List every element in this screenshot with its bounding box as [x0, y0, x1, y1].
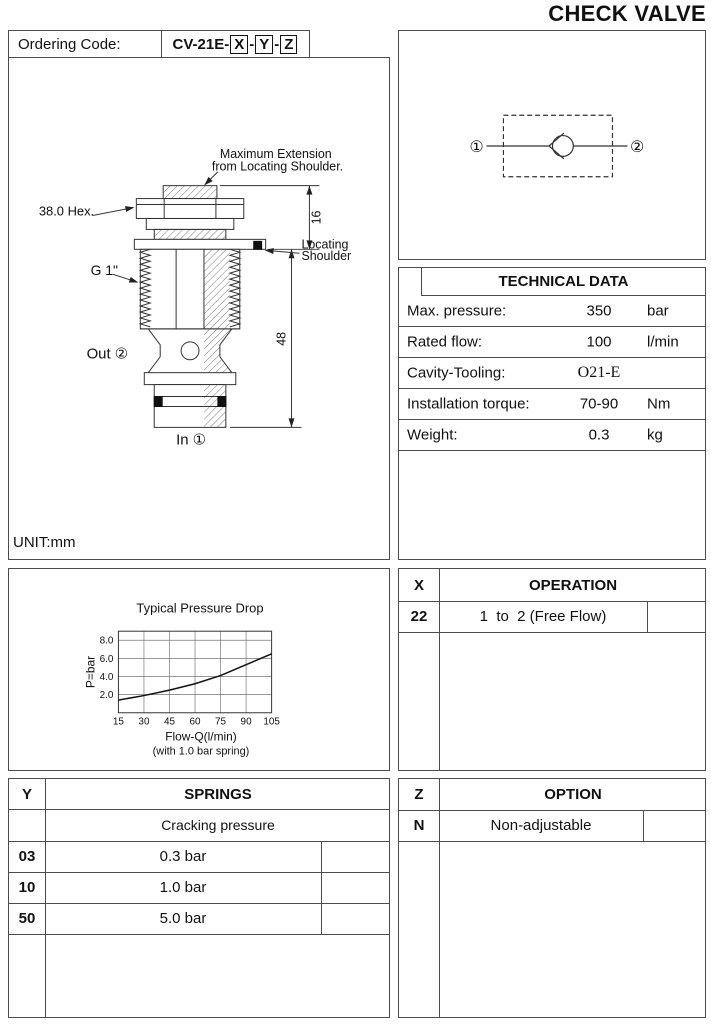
divider	[647, 601, 648, 632]
svg-text:45: 45	[163, 716, 176, 728]
spring-row-code: 03	[18, 848, 36, 865]
tech-value: O21-E	[577, 364, 621, 381]
ordering-code-sep1: -	[249, 35, 255, 53]
spring-row-value: 5.0 bar	[159, 910, 207, 927]
svg-text:75: 75	[215, 716, 227, 728]
option-col-header: Z	[414, 786, 424, 803]
tech-value: 0.3	[588, 426, 610, 444]
springs-title: SPRINGS	[184, 785, 252, 803]
pressure-drop-chart	[9, 569, 389, 770]
hydraulic-symbol-panel	[398, 30, 706, 260]
ordering-code-sep2: -	[274, 35, 280, 53]
svg-text:90: 90	[240, 716, 252, 728]
divider	[643, 810, 644, 841]
option-table	[398, 778, 706, 1018]
label-hex-size: 38.0 Hex.	[38, 203, 95, 219]
dim-16-label: 16	[309, 210, 324, 225]
tech-unit: kg	[647, 426, 663, 444]
tech-value: 70-90	[579, 395, 619, 413]
tech-unit: l/min	[647, 333, 679, 351]
chart-y-tick-labels	[100, 636, 114, 701]
tech-label: Installation torque:	[407, 395, 530, 413]
chart-x-axis-label: Flow-Q(l/min)	[165, 729, 237, 744]
label-max-extension-line2: from Locating Shoulder.	[211, 159, 344, 174]
pressure-drop-chart-panel	[8, 568, 390, 771]
ordering-code-label: Ordering Code:	[18, 35, 121, 53]
svg-text:30: 30	[138, 716, 150, 728]
valve-cross-section-drawing	[9, 58, 389, 559]
option-title: OPTION	[544, 786, 602, 803]
tech-value: 350	[586, 302, 612, 320]
tech-label: Max. pressure:	[407, 302, 507, 320]
svg-text:60: 60	[189, 716, 201, 728]
tech-value: 100	[586, 333, 612, 351]
chart-gridlines	[118, 631, 271, 713]
label-out-port: Out ②	[86, 345, 129, 363]
divider	[9, 934, 389, 935]
symbol-shape	[487, 115, 628, 176]
symbol-port-2-label: ②	[630, 138, 645, 156]
ordering-code-x: X	[230, 35, 248, 54]
technical-data-title: TECHNICAL DATA	[421, 268, 705, 296]
unit-note: UNIT:mm	[13, 534, 76, 551]
tech-row-installation-torque	[399, 389, 705, 420]
ordering-code-y: Y	[255, 35, 273, 54]
valve-body-shape	[134, 186, 265, 428]
option-row-desc: Non-adjustable	[490, 817, 592, 834]
tech-row-weight	[399, 420, 705, 451]
tech-label: Rated flow:	[407, 333, 483, 351]
svg-text:15: 15	[112, 716, 124, 728]
check-valve-symbol	[399, 31, 705, 259]
springs-col-header: Y	[21, 785, 32, 803]
dim-48-label: 48	[274, 331, 289, 346]
symbol-port-1-label: ①	[469, 138, 484, 156]
spring-row-value: 0.3 bar	[159, 848, 207, 865]
operation-col-header: X	[413, 576, 424, 594]
tech-row-max-pressure	[399, 296, 705, 327]
operation-table	[398, 568, 706, 771]
operation-row-code: 22	[410, 608, 428, 625]
tech-row-cavity-tooling	[399, 358, 705, 389]
ordering-code-value	[161, 31, 309, 57]
ordering-code-prefix: CV-21E-	[172, 35, 230, 53]
svg-text:2.0: 2.0	[99, 690, 114, 702]
spring-row-value: 1.0 bar	[159, 879, 207, 896]
ordering-code-box	[8, 30, 310, 58]
divider	[399, 632, 705, 633]
page-title: CHECK VALVE	[548, 1, 706, 26]
chart-title: Typical Pressure Drop	[136, 600, 264, 616]
svg-text:8.0: 8.0	[99, 635, 114, 647]
ordering-code-z: Z	[280, 35, 297, 54]
tech-unit: Nm	[647, 395, 671, 413]
svg-text:4.0: 4.0	[99, 672, 114, 684]
label-locating-line2: Shoulder	[301, 249, 352, 264]
tech-label: Weight:	[407, 426, 458, 444]
chart-x-tick-labels	[113, 717, 280, 728]
springs-subtitle: Cracking pressure	[161, 817, 275, 833]
spring-row-code: 50	[18, 910, 36, 927]
operation-title: OPERATION	[528, 576, 618, 594]
label-in-port: In ①	[176, 431, 207, 449]
tech-unit: bar	[647, 302, 669, 320]
technical-data-panel	[398, 267, 706, 560]
valve-drawing-panel	[8, 57, 390, 560]
springs-table	[8, 778, 390, 1018]
chart-spring-note: (with 1.0 bar spring)	[152, 745, 250, 758]
chart-y-axis-label: P=bar	[83, 655, 98, 689]
spring-row-code: 10	[18, 879, 36, 896]
svg-text:6.0: 6.0	[99, 653, 114, 665]
svg-text:105: 105	[263, 716, 280, 728]
label-thread-size: G 1"	[90, 262, 118, 279]
operation-row-desc: 1 to 2 (Free Flow)	[479, 608, 607, 625]
tech-label: Cavity-Tooling:	[407, 364, 506, 382]
option-row-code: N	[413, 817, 425, 834]
tech-row-rated-flow	[399, 327, 705, 358]
label-locating-line1: Locating	[301, 237, 349, 252]
divider	[321, 841, 322, 934]
label-max-extension-line1: Maximum Extension	[219, 146, 332, 161]
divider	[399, 841, 705, 842]
